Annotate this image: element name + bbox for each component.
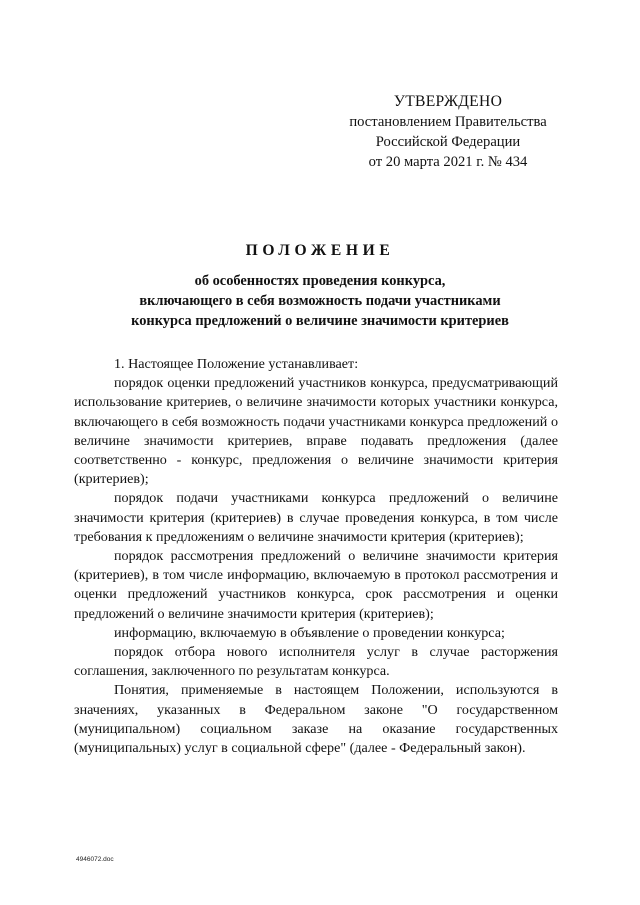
subtitle-line-3: конкурса предложений о величине значимости критериев xyxy=(131,313,509,329)
paragraph-definitions: Понятия, применяемые в настоящем Положении, используются в значениях, указанных в Федеральном законе "О государственном (муниципальном) социальном заказе на оказание государственных (муниципальных) услуг в социальной сфере" (далее - Федеральный закон). xyxy=(74,682,558,757)
document-title-block xyxy=(60,240,580,331)
document-title: ПОЛОЖЕНИЕ xyxy=(245,242,395,259)
approval-line-1: постановлением Правительства xyxy=(349,114,547,130)
approval-line-2: Российской Федерации xyxy=(375,134,521,150)
paragraph-submission-order: порядок подачи участниками конкурса предложений о величине значимости критерия (критериев) в случае проведения конкурса, в том числе требования к предложениям о величине значимости критерия (критериев); xyxy=(74,490,558,545)
document-body xyxy=(74,355,558,758)
paragraph-announcement-info: информацию, включаемую в объявление о проведении конкурса; xyxy=(114,624,505,641)
subtitle-line-1: об особенностях проведения конкурса, xyxy=(194,273,446,289)
paragraph-new-provider: порядок отбора нового исполнителя услуг в случае расторжения соглашения, заключенного по результатам конкурса. xyxy=(74,644,558,680)
footer-file-name: 4946072.doc xyxy=(76,856,114,863)
approval-heading: УТВЕРЖДЕНО xyxy=(393,93,503,110)
approval-line-3: от 20 марта 2021 г. № 434 xyxy=(368,154,528,170)
paragraph-review-order: порядок рассмотрения предложений о величине значимости критерия (критериев), в том числе информацию, включаемую в протокол рассмотрения и оценки предложений участников конкурса, срок рассмотрения и оценки предложений о величине значимости критерия (критериев); xyxy=(74,548,558,622)
approval-stamp xyxy=(330,92,566,172)
paragraph-intro: 1. Настоящее Положение устанавливает: xyxy=(114,356,359,372)
document-subtitle xyxy=(60,271,580,331)
subtitle-line-2: включающего в себя возможность подачи участниками xyxy=(139,293,501,309)
paragraph-evaluation-order: порядок оценки предложений участников конкурса, предусматривающий использование критериев, о величине значимости которых участники конкурса, включающего в себя возможность подачи участниками конкурса предложений о величине значимости критериев, вправе подавать предложения (далее соответственно - конкурс, предложения о величине значимости критерия (критериев); xyxy=(74,375,558,488)
